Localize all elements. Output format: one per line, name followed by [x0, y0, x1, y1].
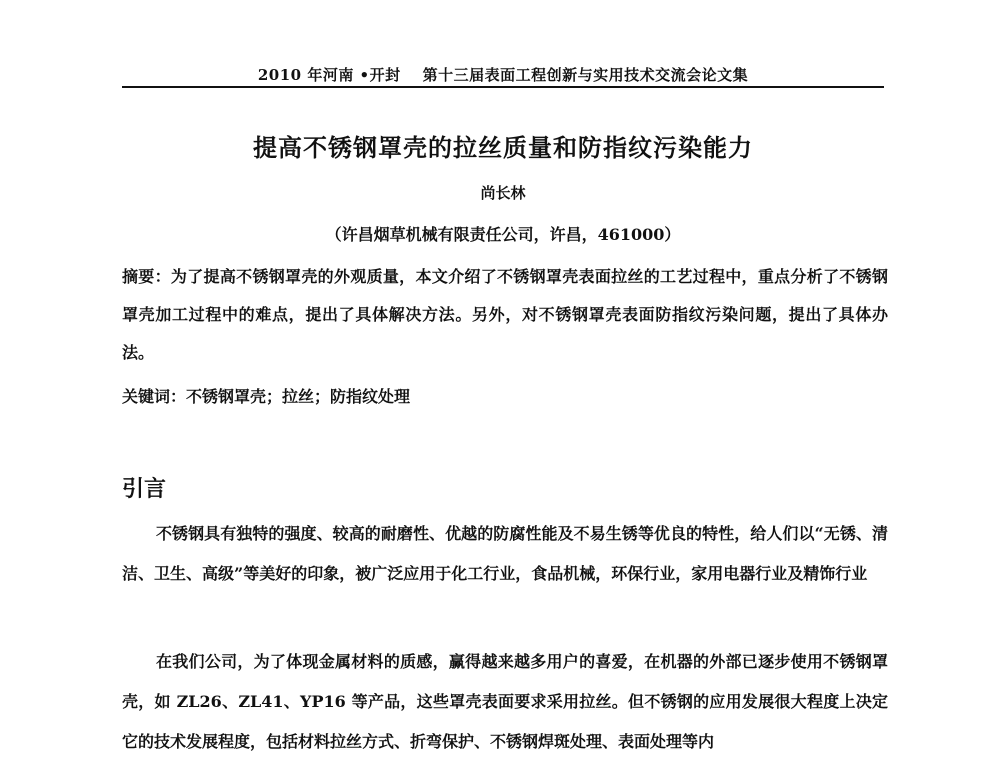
running-header — [122, 64, 884, 85]
keywords-label: 关键词： — [122, 387, 187, 406]
intro-paragraph-1: 不锈钢具有独特的强度、较高的耐磨性、优越的防腐性能及不易生锈等优良的特性，给人们以“无锈、清洁、卫生、高级”等美好的印象，被广泛应用于化工行业，食品机械，环保行业，家用电器行业及精饰行业 — [122, 524, 888, 583]
keywords-text: 不锈钢罩壳；拉丝；防指纹处理 — [186, 387, 411, 406]
header-rule — [122, 86, 884, 88]
abstract — [122, 258, 888, 372]
abstract-label: 摘要： — [122, 267, 171, 286]
header-year-place: 2010 年河南 •开封 — [257, 66, 401, 84]
paper-title: 提高不锈钢罩壳的拉丝质量和防指纹污染能力 — [253, 133, 753, 162]
abstract-text: 为了提高不锈钢罩壳的外观质量，本文介绍了不锈钢罩壳表面拉丝的工艺过程中，重点分析了不锈钢罩壳加工过程中的难点，提出了具体解决方法。另外，对不锈钢罩壳表面防指纹污染问题，提出了具体办法。 — [122, 267, 888, 362]
section-heading-introduction: 引言 — [122, 476, 167, 502]
paper-author: 尚长林 — [480, 184, 526, 202]
keywords — [122, 384, 888, 407]
intro-paragraph-2: 在我们公司，为了体现金属材料的质感，赢得越来越多用户的喜爱，在机器的外部已逐步使用不锈钢罩壳，如 ZL26、ZL41、YP16 等产品，这些罩壳表面要求采用拉丝。但不锈钢的应用发展很大程度上决定它的技术发展程度，包括材料拉丝方式、折弯保护、不锈钢焊斑处理、表面处理等内 — [122, 652, 888, 751]
paper-affiliation: （许昌烟草机械有限责任公司，许昌，461000） — [325, 225, 681, 244]
header-venue: 第十三届表面工程创新与实用技术交流会论文集 — [422, 66, 749, 84]
